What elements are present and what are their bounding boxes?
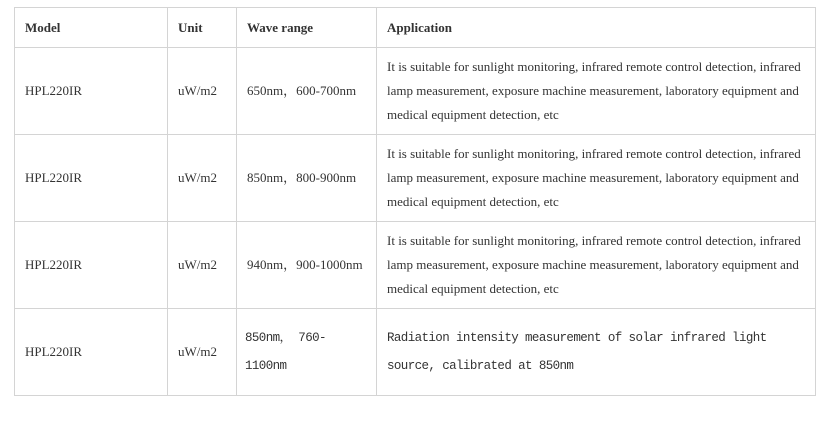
table-row — [15, 222, 816, 309]
header-wave-range: Wave range — [237, 8, 377, 48]
cell-model: HPL220IR — [15, 222, 168, 309]
table-row — [15, 135, 816, 222]
cell-application: It is suitable for sunlight monitoring, infrared remote control detection, infrared lamp measurement, exposure machine measurement, laboratory equipment and medical equipment detection, etc — [377, 135, 816, 222]
product-spec-table — [14, 7, 816, 396]
cell-unit: uW/m2 — [168, 48, 237, 135]
cell-model: HPL220IR — [15, 48, 168, 135]
cell-model: HPL220IR — [15, 135, 168, 222]
cell-wave-range: 850nm，800-900nm — [237, 135, 377, 222]
header-model: Model — [15, 8, 168, 48]
cell-unit: uW/m2 — [168, 135, 237, 222]
header-application: Application — [377, 8, 816, 48]
cell-application: It is suitable for sunlight monitoring, infrared remote control detection, infrared lamp measurement, exposure machine measurement, laboratory equipment and medical equipment detection, etc — [377, 48, 816, 135]
cell-wave-range: 940nm，900-1000nm — [237, 222, 377, 309]
table-row — [15, 309, 816, 396]
table-header-row — [15, 8, 816, 48]
table-row — [15, 48, 816, 135]
cell-unit: uW/m2 — [168, 309, 237, 396]
cell-unit: uW/m2 — [168, 222, 237, 309]
cell-model: HPL220IR — [15, 309, 168, 396]
cell-application: Radiation intensity measurement of solar infrared light source, calibrated at 850nm — [377, 309, 816, 396]
cell-wave-range: 650nm，600-700nm — [237, 48, 377, 135]
header-unit: Unit — [168, 8, 237, 48]
cell-application: It is suitable for sunlight monitoring, infrared remote control detection, infrared lamp measurement, exposure machine measurement, laboratory equipment and medical equipment detection, etc — [377, 222, 816, 309]
cell-wave-range: 850nm， 760-1100nm — [237, 309, 377, 396]
